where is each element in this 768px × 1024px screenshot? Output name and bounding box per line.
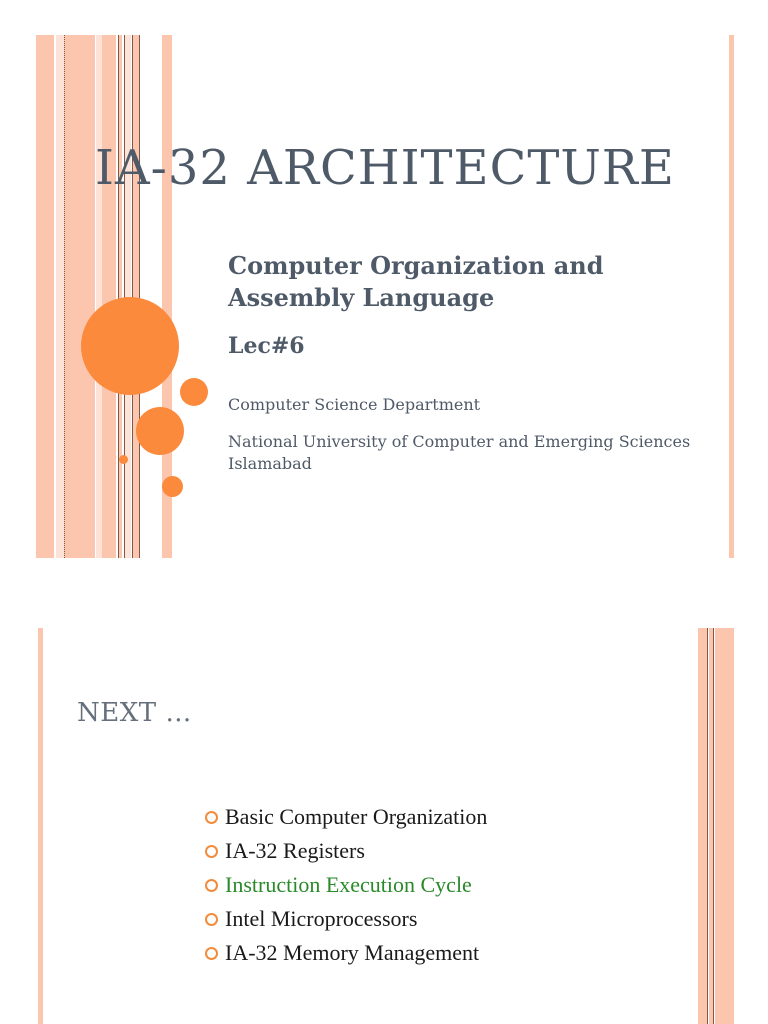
course-subtitle: Computer Organization and Assembly Language — [228, 251, 604, 312]
stripe-band — [118, 35, 122, 558]
list-item-text: IA-32 Registers — [225, 838, 365, 863]
stripe-band-right — [709, 628, 714, 1024]
lecture-number: Lec#6 — [228, 333, 305, 359]
ring-bullet-icon — [205, 913, 218, 926]
ring-bullet-icon — [205, 845, 218, 858]
stripe-band — [56, 35, 64, 558]
decor-circle-small — [119, 455, 128, 464]
list-item — [205, 834, 487, 868]
stripe-band-right — [715, 628, 734, 1024]
agenda-slide — [0, 620, 768, 1024]
decor-circle — [136, 407, 184, 455]
decor-circle — [180, 378, 208, 406]
list-item — [205, 902, 487, 936]
list-item — [205, 936, 487, 970]
slide-title: NEXT … — [77, 698, 192, 728]
department-name: Computer Science Department — [228, 395, 481, 414]
list-item-text: Basic Computer Organization — [225, 804, 488, 829]
list-item — [205, 868, 487, 902]
stripe-band — [102, 35, 116, 558]
list-item-text: Instruction Execution Cycle — [225, 872, 472, 897]
decor-circle — [162, 476, 183, 497]
stripe-band-left — [38, 628, 43, 1024]
ring-bullet-icon — [205, 879, 218, 892]
university-name: National University of Computer and Emerging Sciences Islamabad — [228, 432, 691, 473]
decor-circle-large — [81, 297, 179, 395]
ring-bullet-icon — [205, 811, 218, 824]
slide-title: IA-32 ARCHITECTURE — [95, 140, 675, 196]
list-item-text: IA-32 Memory Management — [225, 940, 480, 965]
ring-bullet-icon — [205, 947, 218, 960]
list-item-text: Intel Microprocessors — [225, 906, 418, 931]
topic-list — [205, 800, 487, 970]
stripe-band-left — [36, 35, 54, 558]
stripe-band — [64, 35, 95, 558]
stripe-band-right — [729, 35, 734, 558]
stripe-band-right — [698, 628, 708, 1024]
list-item — [205, 800, 487, 834]
